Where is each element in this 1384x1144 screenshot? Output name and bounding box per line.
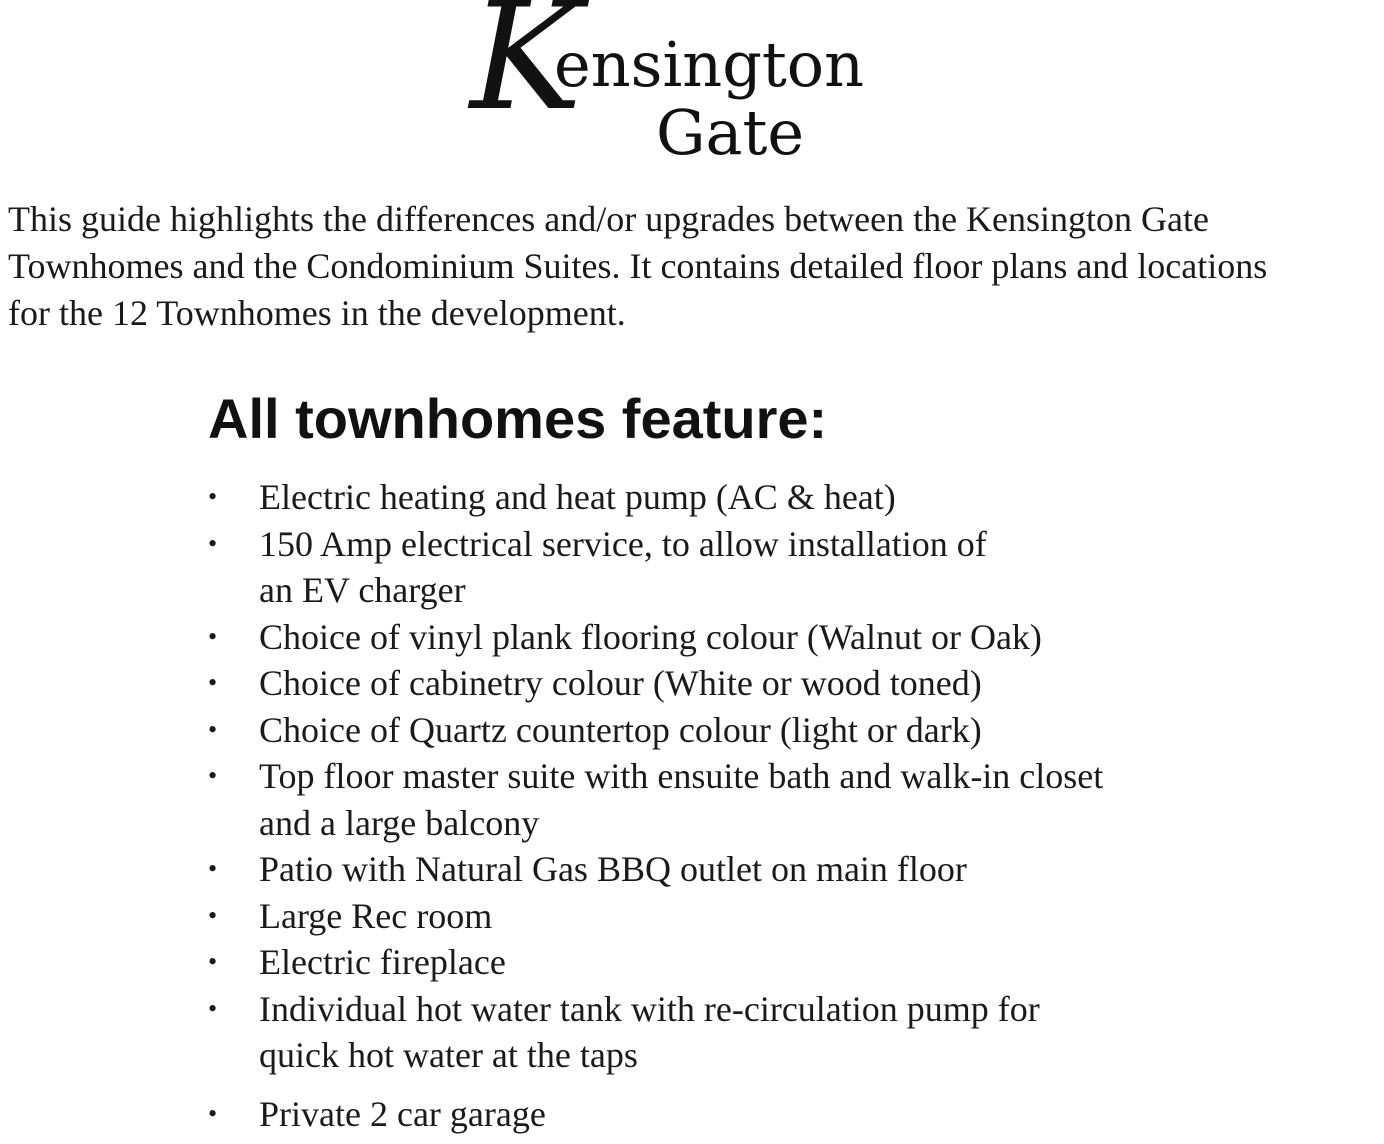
bullet-icon: • [208, 854, 218, 883]
feature-item [208, 753, 1308, 846]
bullet-icon: • [208, 947, 218, 976]
feature-line: Individual hot water tank with re-circulation pump for [259, 988, 1040, 1029]
feature-line: 150 Amp electrical service, to allow installation of [259, 523, 987, 564]
feature-item [208, 521, 1308, 614]
feature-line: Choice of cabinetry colour (White or wood toned) [259, 663, 982, 703]
feature-line: Large Rec room [259, 895, 493, 936]
feature-item [208, 707, 1308, 754]
feature-line: Electric heating and heat pump (AC & heat) [259, 477, 896, 517]
feature-item [208, 939, 1308, 986]
bullet-icon: • [208, 714, 218, 744]
feature-line: Patio with Natural Gas BBQ outlet on main floor [259, 849, 967, 889]
feature-item [208, 614, 1308, 661]
intro-line: This guide highlights the differences and/or upgrades between the Kensington Gate [8, 199, 1210, 239]
kensington-gate-logo [470, 0, 930, 174]
bullet-icon: • [208, 528, 218, 558]
bullet-icon: • [208, 668, 218, 697]
feature-item [208, 474, 1308, 521]
feature-line: an EV charger [259, 570, 466, 610]
bullet-icon: • [208, 1098, 218, 1128]
feature-item [208, 893, 1308, 940]
feature-item [208, 846, 1308, 893]
intro-paragraph [8, 196, 1380, 337]
bullet-icon: • [208, 900, 218, 930]
features-heading: All townhomes feature: [208, 387, 828, 450]
feature-line: Electric fireplace [259, 942, 506, 982]
feature-item [208, 1091, 1308, 1138]
features-list [208, 474, 1308, 1137]
intro-line: for the 12 Townhomes in the development. [8, 293, 626, 333]
feature-item [208, 660, 1308, 707]
logo-line-2: Gate [656, 96, 805, 169]
feature-item [208, 986, 1308, 1079]
feature-line: and a large balcony [259, 802, 540, 843]
feature-line: quick hot water at the taps [259, 1035, 638, 1075]
bullet-icon: • [208, 761, 218, 790]
intro-line: Townhomes and the Condominium Suites. It contains detailed floor plans and locations [8, 246, 1268, 286]
feature-line: Private 2 car garage [259, 1093, 546, 1134]
bullet-icon: • [208, 482, 218, 511]
feature-line: Choice of Quartz countertop colour (light or dark) [259, 709, 982, 750]
bullet-icon: • [208, 993, 218, 1023]
feature-line: Choice of vinyl plank flooring colour (Walnut or Oak) [259, 616, 1042, 657]
bullet-icon: • [208, 621, 218, 651]
logo-initial: K [470, 0, 583, 144]
logo-line-1: ensington [554, 28, 865, 101]
feature-line: Top floor master suite with ensuite bath and walk-in closet [259, 756, 1104, 796]
